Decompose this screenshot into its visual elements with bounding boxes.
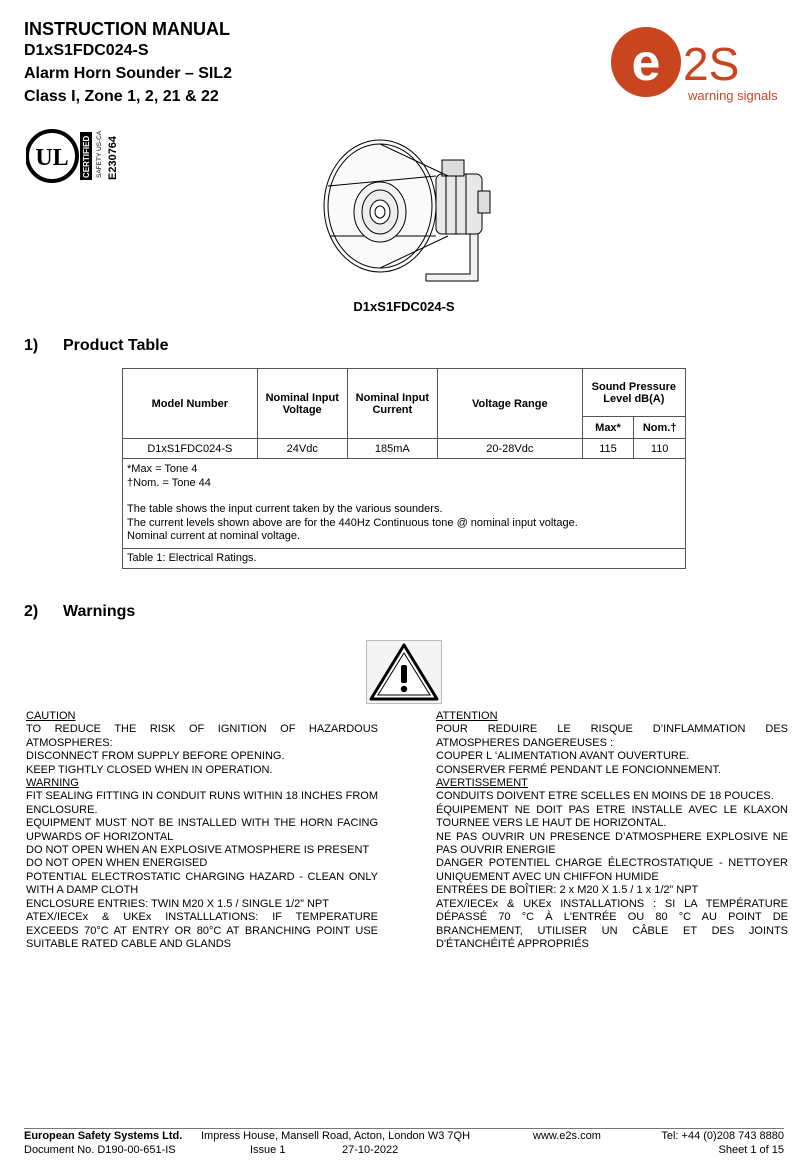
ul-certification-mark	[26, 128, 122, 184]
footer-website[interactable]: www.e2s.com	[533, 1130, 601, 1142]
warning-line: KEEP TIGHTLY CLOSED WHEN IN OPERATION.	[26, 763, 273, 776]
warning-line: DO NOT OPEN WHEN AN EXPLOSIVE ATMOSPHERE IS PRESENT	[26, 844, 370, 857]
footer-address: Impress House, Mansell Road, Acton, London W3 7QH	[201, 1130, 471, 1142]
svg-text:E230764: E230764	[107, 135, 119, 180]
product-table	[122, 368, 686, 569]
document-title: INSTRUCTION MANUAL	[24, 19, 230, 39]
warning-line: ENCLOSURE ENTRIES: TWIN M20 X 1.5 / SINGLE 1/2” NPT	[26, 897, 329, 910]
footer-sheet: Sheet 1 of 15	[718, 1144, 784, 1156]
note-line: Nominal current at nominal voltage.	[127, 530, 301, 542]
note-line: *Max = Tone 4	[127, 463, 198, 475]
note-line: The current levels shown above are for the 440Hz Continuous tone @ nominal input voltage.	[127, 516, 578, 529]
th-model-number: Model Number	[123, 369, 258, 439]
footer-issue: Issue 1	[250, 1144, 286, 1156]
warning-heading: AVERTISSEMENT	[436, 777, 528, 790]
th-nominal-current: Nominal Input Current	[347, 369, 437, 439]
warning-heading: CAUTION	[26, 710, 76, 722]
warning-line: ÉQUIPEMENT NE DOIT PAS ETRE INSTALLE AVEC LE KLAXON TOURNEE VERS LE HAUT DE HORIZONTAL.	[436, 803, 788, 830]
cell-max: 115	[582, 439, 634, 459]
warning-line: COUPER L ‘ALIMENTATION AVANT OUVERTURE.	[436, 750, 690, 763]
svg-text:UL: UL	[35, 145, 69, 171]
model-heading: D1xS1FDC024-S	[24, 42, 149, 59]
cell-current: 185mA	[347, 439, 437, 459]
warnings-english	[26, 710, 378, 951]
class-heading: Class I, Zone 1, 2, 21 & 22	[24, 88, 219, 105]
th-nominal-voltage: Nominal Input Voltage	[257, 369, 347, 439]
warning-line: NE PAS OUVRIR UN PRESENCE D’ATMOSPHERE EXPLOSIVE NE PAS OUVRIR ENERGIE	[436, 830, 788, 857]
note-line: The table shows the input current taken by the various sounders.	[127, 503, 443, 515]
th-voltage-range: Voltage Range	[437, 369, 582, 439]
footer-telephone: Tel: +44 (0)208 743 8880	[661, 1130, 784, 1142]
warning-line: ENTRÉES DE BOÎTIER: 2 x M20 X 1.5 / 1 x 1/2” NPT	[436, 884, 699, 897]
section-title: Warnings	[63, 603, 136, 620]
warnings-french	[436, 710, 788, 951]
section-number: 2)	[24, 603, 39, 620]
section-number: 1)	[24, 337, 39, 354]
cell-model: D1xS1FDC024-S	[123, 439, 258, 459]
note-line: †Nom. = Tone 44	[127, 476, 211, 489]
warning-line: FIT SEALING FITTING IN CONDUIT RUNS WITHIN 18 INCHES FROM ENCLOSURE.	[26, 790, 378, 816]
warning-line: POTENTIAL ELECTROSTATIC CHARGING HAZARD - CLEAN ONLY WITH A DAMP CLOTH	[26, 870, 378, 897]
note-spacer	[127, 490, 681, 503]
svg-text:SAFETY US-CA: SAFETY US-CA	[96, 130, 103, 178]
th-max: Max*	[582, 417, 634, 439]
warning-line: DISCONNECT FROM SUPPLY BEFORE OPENING.	[26, 750, 285, 763]
footer-date: 27-10-2022	[342, 1144, 399, 1156]
cell-range: 20-28Vdc	[437, 439, 582, 459]
footer-company: European Safety Systems Ltd.	[24, 1130, 183, 1142]
section-title: Product Table	[63, 337, 169, 354]
horn-sounder-drawing	[318, 136, 494, 286]
e2s-logo	[608, 22, 788, 112]
warning-line: CONDUITS DOIVENT ETRE SCELLES EN MOINS DE 18 POUCES.	[436, 790, 774, 803]
warning-line: ATEX/IECEx & UKEx INSTALLATIONS : SI LA TEMPÉRATURE DÉPASSÉ 70 °C À L'ENTRÉE OU 80 °C AU POINT DE BRANCHEMENT, UTILISER UN CÂBLE ET DES JOINTS D'ÉTANCHÉITÉ APPROPRIÉS	[436, 897, 788, 950]
logo-brand-text: 2S	[683, 38, 740, 90]
warning-line: DANGER POTENTIEL CHARGE ÉLECTROSTATIQUE - NETTOYER UNIQUEMENT AVEC UN CHIFFON HUMIDE	[436, 857, 788, 883]
product-heading: Alarm Horn Sounder – SIL2	[24, 65, 233, 82]
footer-document-number: Document No. D190-00-651-IS	[24, 1144, 176, 1156]
warning-line: TO REDUCE THE RISK OF IGNITION OF HAZARDOUS ATMOSPHERES:	[26, 723, 378, 749]
warning-line: POUR REDUIRE LE RISQUE D’INFLAMMATION DES ATMOSPHERES DANGEREUSES :	[436, 723, 788, 749]
th-nom: Nom.†	[634, 417, 686, 439]
svg-text:CERTIFIED: CERTIFIED	[82, 135, 91, 178]
warning-line: DO NOT OPEN WHEN ENERGISED	[26, 857, 208, 870]
image-caption: D1xS1FDC024-S	[353, 299, 455, 314]
warning-line: ATEX/IECEx & UKEx INSTALLLATIONS: IF TEMPERATURE EXCEEDS 70°C AT ENTRY OR 80°C AT BRANCHING POINT USE SUITABLE RATED CABLE AND GLANDS	[26, 911, 378, 950]
table-notes	[123, 459, 686, 549]
warning-heading: WARNING	[26, 777, 79, 790]
warning-line: CONSERVER FERMÉ PENDANT LE FONCIONNEMENT.	[436, 763, 722, 776]
warning-heading: ATTENTION	[436, 710, 498, 722]
table-caption: Table 1: Electrical Ratings.	[123, 548, 686, 568]
svg-text:e: e	[631, 34, 661, 92]
cell-nom: 110	[634, 439, 686, 459]
warning-line: EQUIPMENT MUST NOT BE INSTALLED WITH THE HORN FACING UPWARDS OF HORIZONTAL	[26, 817, 378, 843]
footer-divider	[24, 1128, 784, 1129]
th-sound-pressure: Sound Pressure Level dB(A)	[582, 369, 685, 417]
warning-icon	[366, 640, 442, 704]
cell-voltage: 24Vdc	[257, 439, 347, 459]
logo-tagline: warning signals	[688, 88, 778, 103]
